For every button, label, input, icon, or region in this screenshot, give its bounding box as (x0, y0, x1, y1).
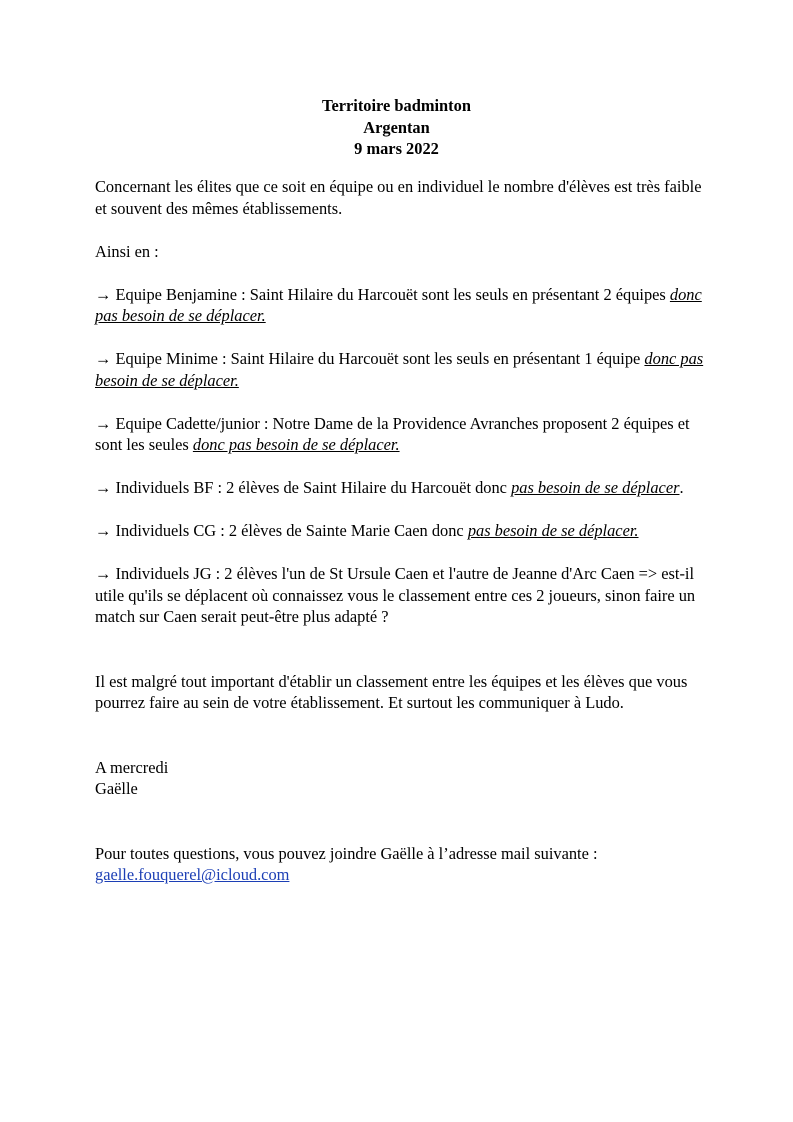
contact-email-line (95, 864, 707, 886)
item-note: donc pas besoin de se déplacer. (95, 349, 704, 390)
item-note: donc pas besoin de se déplacer (192, 435, 396, 454)
item-note: pas besoin de se déplacer. (467, 521, 639, 540)
contact-email-link[interactable]: gaelle.fouquerel@icloud.com (95, 865, 290, 884)
document-header (0, 95, 793, 160)
list-item (95, 413, 707, 456)
intro-paragraph: Concernant les élites que ce soit en équipe ou en individuel le nombre d'élèves est très faible et souvent des mêmes établissements. (95, 177, 702, 218)
item-text: → Individuels JG : 2 élèves l'un de St Ursule Caen et l'autre de Jeanne d'Arc Caen => est-il utile qu'ils se déplacent où connaissez vous le classement entre ces 2 joueurs, sinon faire un match sur Caen serait peut-être plus adapté ? (95, 564, 696, 626)
list-item (95, 348, 707, 391)
item-note: pas besoin de se déplacer (511, 478, 680, 497)
contact-text: Pour toutes questions, vous pouvez joindre Gaëlle à l’adresse mail suivante : (95, 843, 598, 863)
item-text: → Equipe Cadette/junior : Notre Dame de la Providence Avranches proposent 2 équipes et sont les seules (95, 413, 690, 454)
ainsi-line: Ainsi en : (95, 241, 159, 261)
list-item (95, 477, 707, 499)
signoff-name: Gaëlle (95, 779, 138, 798)
document-body (95, 176, 707, 886)
list-item (95, 284, 707, 327)
item-note-end: . (395, 435, 400, 454)
document-date: 9 mars 2022 (354, 139, 439, 158)
document-place: Argentan (363, 117, 430, 137)
list-item (95, 520, 707, 542)
document-title: Territoire badminton (322, 96, 471, 115)
item-text: → Individuels BF : 2 élèves de Saint Hilaire du Harcouët donc (95, 478, 512, 497)
list-item (95, 563, 707, 628)
signoff-greeting: A mercredi (95, 757, 169, 777)
item-text: → Individuels CG : 2 élèves de Sainte Marie Caen donc (95, 521, 468, 540)
item-text: → Equipe Minime : Saint Hilaire du Harcouët sont les seuls en présentant 1 équipe (95, 349, 645, 368)
item-text: → Equipe Benjamine : Saint Hilaire du Harcouët sont les seuls en présentant 2 équipes (95, 284, 670, 304)
closing-paragraph: Il est malgré tout important d'établir un classement entre les équipes et les élèves que vous pourrez faire au sein de votre établissement. Et surtout les communiquer à Ludo. (95, 671, 688, 712)
item-note-end: . (679, 478, 684, 497)
item-note: donc pas besoin de se déplacer. (95, 284, 702, 325)
